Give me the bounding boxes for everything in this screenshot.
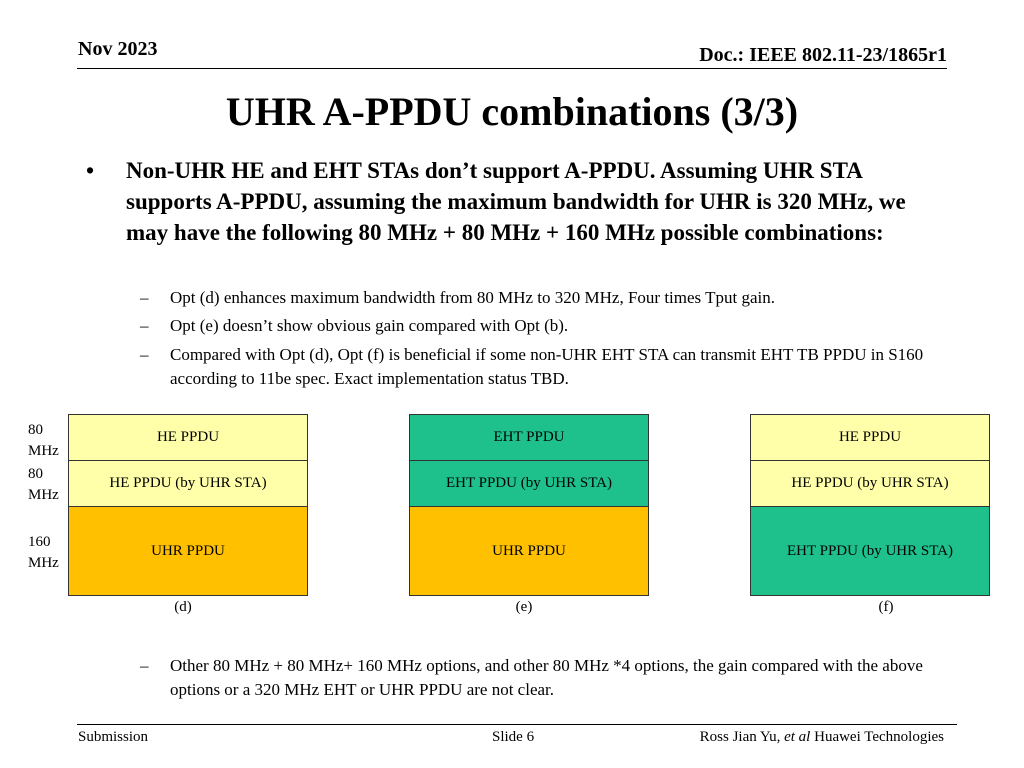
option-e-segment-1 [409,414,649,461]
bullet-symbol: • [86,158,95,183]
author-name: Ross Jian Yu, [699,729,785,745]
option-d-segment-3 [68,506,308,596]
bandwidth-label-80-2: 80 MHz [28,466,59,503]
option-d-caption: (d) [174,599,192,615]
bandwidth-label-80-1: 80 MHz [28,422,59,459]
main-bullet-text: Non-UHR HE and EHT STAs don’t support A-PPDU. Assuming UHR STA supports A-PPDU, assuming the maximum bandwidth for UHR is 320 MHz, we may have the following 80 MHz + 80 MHz + 160 MHz possible combinations: [126,158,906,245]
bottom-bullet-text: Other 80 MHz + 80 MHz+ 160 MHz options, and other 80 MHz *4 options, the gain compared with the above options or a 320 MHz EHT or UHR PPDU are not clear. [170,656,923,699]
option-f-segment-3 [750,506,990,596]
footer-submission: Submission [78,729,149,745]
segment-label: HE PPDU [838,429,902,445]
segment-label: EHT PPDU (by UHR STA) [445,475,613,491]
author-company: Huawei Technologies [810,729,944,745]
dash-symbol: – [140,316,149,335]
option-d-segment-1 [68,414,308,461]
bandwidth-label-160: 160 MHz [28,534,59,571]
header-doc-id: Doc.: IEEE 802.11-23/1865r1 [699,44,947,66]
segment-label: HE PPDU (by UHR STA) [791,475,949,491]
slide-title: UHR A-PPDU combinations (3/3) [225,89,799,134]
option-e-segment-3 [409,506,649,596]
option-e-caption: (e) [515,599,533,615]
segment-label: HE PPDU [156,429,220,445]
header-divider [77,68,947,69]
header-date: Nov 2023 [78,38,158,60]
option-d-segment-2 [68,460,308,507]
author-etal: et al [784,729,811,745]
slide-number: Slide 6 [492,729,535,745]
dash-symbol: – [140,345,149,364]
footer-divider [77,724,957,725]
footer-author [700,729,944,746]
sub-bullet-text: Opt (e) doesn’t show obvious gain compared with Opt (b). [170,316,569,335]
segment-label: EHT PPDU [493,429,565,445]
dash-symbol: – [140,656,149,675]
dash-symbol: – [140,288,149,307]
segment-label: UHR PPDU [492,542,566,559]
option-f-segment-1 [750,414,990,461]
option-e-segment-2 [409,460,649,507]
segment-label: UHR PPDU [151,542,225,559]
sub-bullet-text: Opt (d) enhances maximum bandwidth from 80 MHz to 320 MHz, Four times Tput gain. [170,288,775,307]
segment-label: HE PPDU (by UHR STA) [109,475,267,491]
option-f-segment-2 [750,460,990,507]
sub-bullet-text: Compared with Opt (d), Opt (f) is beneficial if some non-UHR EHT STA can transmit EHT TB PPDU in S160 according to 11be spec. Exact implementation status TBD. [170,345,924,388]
segment-label: EHT PPDU (by UHR STA) [786,542,954,559]
option-f-caption: (f) [878,599,894,615]
